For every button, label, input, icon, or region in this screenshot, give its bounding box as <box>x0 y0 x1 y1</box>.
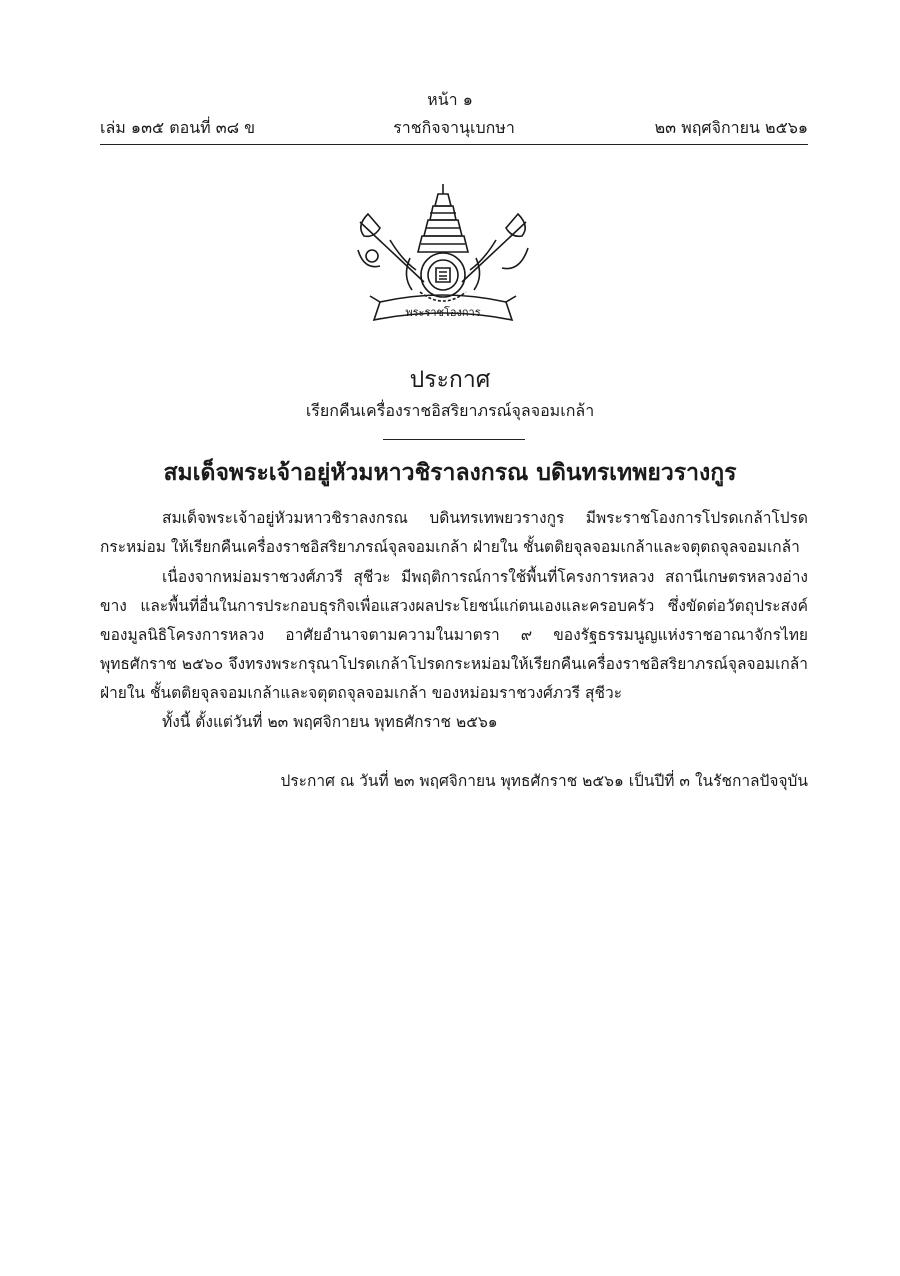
body-paragraph: ทั้งนี้ ตั้งแต่วันที่ ๒๓ พฤศจิกายน พุทธศักราช ๒๕๖๑ <box>162 713 498 731</box>
gazette-name: ราชกิจจานุเบกษา <box>393 118 515 137</box>
announcement-title: ประกาศ <box>409 367 491 393</box>
announcement-subtitle: เรียกคืนเครื่องราชอิสริยาภรณ์จุลจอมเกล้า <box>305 401 595 420</box>
volume-issue: เล่ม ๑๓๕ ตอนที่ ๓๘ ข <box>100 118 256 137</box>
announcement-signoff: ประกาศ ณ วันที่ ๒๓ พฤศจิกายน พุทธศักราช ๒๕๖๑ เป็นปีที่ ๓ ในรัชกาลปัจจุบัน <box>280 772 808 790</box>
royal-cypher-emblem-icon <box>350 180 536 330</box>
emblem-banner-text: พระราชโองการ <box>405 306 481 319</box>
king-name: สมเด็จพระเจ้าอยู่หัวมหาวชิราลงกรณ บดินทรเทพยวรางกูร <box>163 460 737 486</box>
gazette-header <box>100 116 808 144</box>
publication-date: ๒๓ พฤศจิกายน ๒๕๖๑ <box>654 118 808 137</box>
body-paragraph: เนื่องจากหม่อมราชวงศ์ภวรี สุชีวะ มีพฤติการณ์การใช้พื้นที่โครงการหลวง สถานีเกษตรหลวงอ่างขาง และพื้นที่อื่นในการประกอบธุรกิจเพื่อแสวงผลประโยชน์แก่ตนเองและครอบครัว ซึ่งขัดต่อวัตถุประสงค์ ของมูลนิธิโครงการหลวง อาศัยอำนาจตามความในมาตรา ๙ ของรัฐธรรมนูญแห่งราชอาณาจักรไทย พุทธศักราช ๒๕๖๐ จึงทรงพระกรุณาโปรดเกล้าโปรดกระหม่อมให้เรียกคืนเครื่องราชอิสริยาภรณ์จุลจอมเกล้า ฝ่ายใน ชั้นตติยจุลจอมเกล้าและจตุตถจุลจอมเกล้า ของหม่อมราชวงศ์ภวรี สุชีวะ <box>100 568 808 702</box>
title-divider <box>383 439 525 440</box>
body-paragraph: สมเด็จพระเจ้าอยู่หัวมหาวชิราลงกรณ บดินทรเทพยวรางกูร มีพระราชโองการโปรดเกล้าโปรดกระหม่อม ให้เรียกคืนเครื่องราชอิสริยาภรณ์จุลจอมเกล้า ฝ่ายใน ชั้นตติยจุลจอมเกล้าและจตุตถจุลจอมเกล้า <box>100 509 808 556</box>
page-number: หน้า ๑ <box>427 90 473 109</box>
header-divider <box>100 144 808 145</box>
